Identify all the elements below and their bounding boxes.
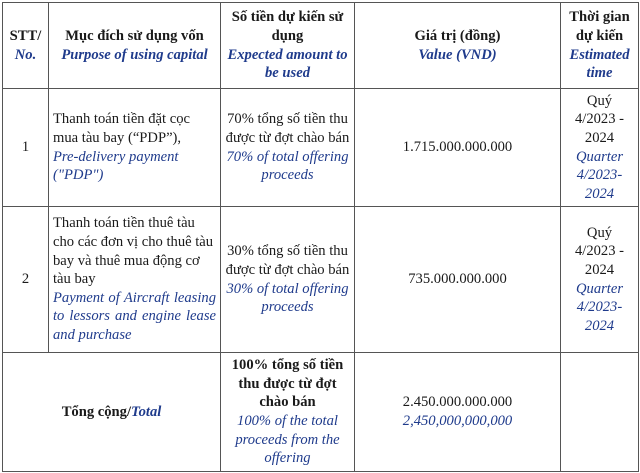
total-amount-vi: 100% tổng số tiền thu được từ đợt chào bán — [231, 357, 344, 411]
header-amount — [221, 3, 355, 89]
total-value-en: 2,450,000,000,000 — [402, 413, 513, 429]
header-stt — [3, 3, 49, 89]
table-row — [3, 89, 639, 207]
header-value — [355, 3, 561, 89]
row-amount-en: 70% of total offering proceeds — [226, 148, 349, 184]
header-time — [561, 3, 639, 89]
header-amount-en: Expected amount to be used — [227, 46, 348, 82]
capital-use-table — [2, 2, 639, 472]
table-row — [3, 207, 639, 353]
total-amount-en: 100% of the total proceeds from the offering — [235, 413, 340, 467]
row-purpose-en: Pre-delivery payment ("PDP") — [53, 148, 179, 184]
row-value: 1.715.000.000.000 — [355, 89, 561, 207]
header-purpose-vi: Mục đích sử dụng vốn — [65, 27, 204, 44]
row-amount-en: 30% of total offering proceeds — [226, 280, 349, 316]
row-time-vi: Quý 4/2023 - 2024 — [574, 92, 625, 146]
row-amount — [221, 207, 355, 353]
row-purpose-en: Payment of Aircraft leasing to lessors and engine lease and purchase — [53, 289, 216, 343]
total-amount — [221, 353, 355, 472]
row-value: 735.000.000.000 — [355, 207, 561, 353]
header-time-en: Estimated time — [569, 46, 630, 82]
row-number: 1 — [3, 89, 49, 207]
total-value-vi: 2.450.000.000.000 — [402, 394, 513, 411]
row-number: 2 — [3, 207, 49, 353]
header-purpose-en: Purpose of using capital — [61, 46, 208, 63]
header-purpose — [49, 3, 221, 89]
row-purpose-vi: Thanh toán tiền thuê tàu cho các đơn vị cho thuê tàu bay và thuê mua động cơ tàu bay — [53, 215, 214, 288]
row-time-vi: Quý 4/2023 - 2024 — [574, 224, 625, 278]
row-time — [561, 207, 639, 353]
header-value-en: Value (VND) — [418, 46, 497, 63]
total-label-vi: Tổng cộng/ — [61, 403, 132, 420]
header-row — [3, 3, 639, 89]
row-time-en: Quarter 4/2023-2024 — [575, 148, 624, 202]
row-amount-vi: 70% tổng số tiền thu được từ đợt chào bán — [225, 111, 350, 146]
row-purpose-vi: Thanh toán tiền đặt cọc mua tàu bay (“PDP”), — [53, 111, 190, 146]
header-value-vi: Giá trị (đồng) — [414, 27, 501, 44]
header-amount-vi: Số tiền dự kiến sử dụng — [231, 9, 344, 44]
row-amount — [221, 89, 355, 207]
total-label — [3, 353, 221, 472]
total-time — [561, 353, 639, 472]
row-time-en: Quarter 4/2023-2024 — [575, 280, 624, 334]
row-purpose — [49, 207, 221, 353]
row-purpose — [49, 89, 221, 207]
row-amount-vi: 30% tổng số tiền thu được từ đợt chào bán — [225, 243, 350, 278]
total-value — [355, 353, 561, 472]
header-stt-en: No. — [14, 46, 37, 63]
header-time-vi: Thời gian dự kiến — [569, 9, 630, 44]
total-label-en: Total — [131, 403, 162, 420]
row-time — [561, 89, 639, 207]
total-row — [3, 353, 639, 472]
header-stt-vi: STT/ — [9, 27, 42, 44]
